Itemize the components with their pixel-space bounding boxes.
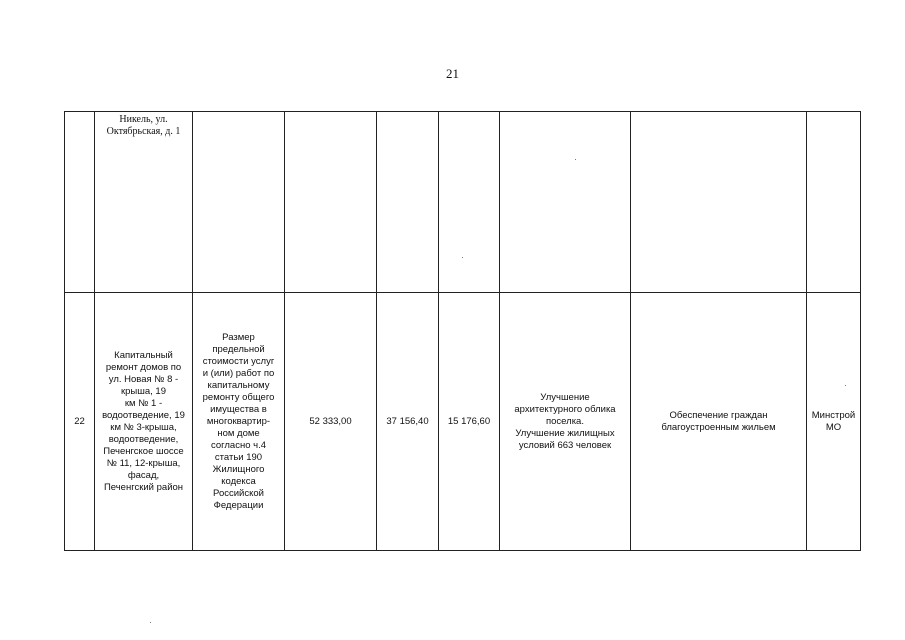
cell-goal (631, 293, 807, 551)
cell-total (285, 293, 377, 551)
cell-num (65, 112, 95, 293)
scan-speck (845, 385, 846, 386)
table-row (65, 112, 861, 293)
object-text: Капитальный ремонт домов по ул. Новая № 8 - крыша, 19 км № 1 - водоотведение, 19 км № 3-крыша, водоотведение, Печенгское шоссе № 11, 12-крыша, фасад, Печенгский район (102, 349, 185, 493)
amount-2-value: 15 176,60 (447, 415, 491, 427)
cell-object (95, 293, 193, 551)
cell-result (500, 112, 631, 293)
scan-speck (462, 257, 463, 258)
scan-speck (150, 622, 151, 623)
cell-amount-2 (439, 293, 500, 551)
basis-text: Размер предельной стоимости услуг и (или) работ по капитальному ремонту общего имущества в многоквартир- ном доме согласно ч.4 статьи 190 Жилищного кодекса Российской Федерации (202, 331, 275, 511)
cell-amount-2 (439, 112, 500, 293)
cell-result (500, 293, 631, 551)
cell-goal (631, 112, 807, 293)
cell-basis (193, 112, 285, 293)
page-number: 21 (446, 66, 459, 81)
cell-executor (807, 293, 861, 551)
cell-num (65, 293, 95, 551)
result-text: Улучшение архитектурного облика поселка. Улучшение жилищных условий 663 человек (514, 391, 616, 451)
table-row (65, 293, 861, 551)
document-table (64, 111, 861, 551)
cell-basis (193, 293, 285, 551)
row-number: 22 (74, 415, 85, 427)
goal-text: Обеспечение граждан благоустроенным жильем (661, 409, 776, 433)
cell-amount-1 (377, 112, 439, 293)
executor-text: Минстрой МО (811, 409, 856, 433)
cell-total (285, 112, 377, 293)
total-value: 52 333,00 (309, 415, 352, 427)
scan-speck (575, 159, 576, 160)
location-text: Никель, ул. Октябрьская, д. 1 (106, 114, 181, 137)
amount-1-value: 37 156,40 (386, 415, 429, 427)
cell-executor (807, 112, 861, 293)
cell-location (95, 112, 193, 293)
cell-amount-1 (377, 293, 439, 551)
